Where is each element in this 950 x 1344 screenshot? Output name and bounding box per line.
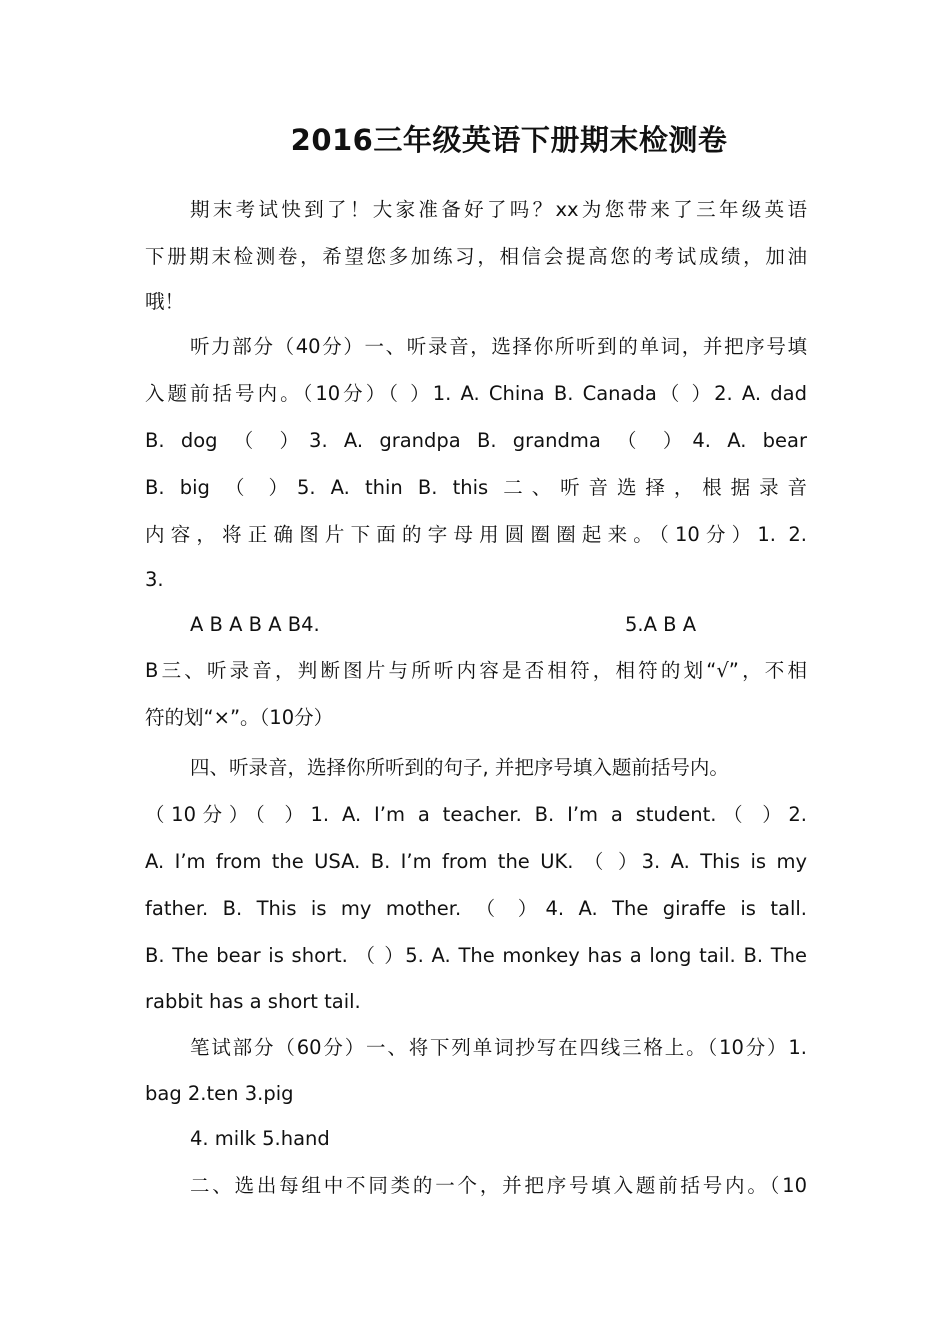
- option-letters: 5.A B A: [625, 613, 697, 636]
- text-line: A. I’m from the USA. B. I’m from the UK. （ ）3. A. This is my: [145, 850, 807, 873]
- text-line: 笔试部分（60分）一、将下列单词抄写在四线三格上。（10分）1.: [190, 1036, 807, 1059]
- text-line: B三、听录音，判断图片与所听内容是否相符，相符的划“√”，不相: [145, 659, 807, 682]
- text-line: （10分）（ ）1. A. I’m a teacher. B. I’m a student.（ ）2.: [145, 803, 807, 826]
- text-line: B. big （ ）5. A. thin B. this 二、听音选择，根据录音: [145, 476, 807, 499]
- text-line: 哦！: [145, 290, 185, 313]
- text-line: 3.: [145, 568, 164, 591]
- text-line: rabbit has a short tail.: [145, 990, 361, 1013]
- text-line: bag 2.ten 3.pig: [145, 1082, 294, 1105]
- text-line: 期末考试快到了！大家准备好了吗？xx为您带来了三年级英语: [190, 198, 807, 221]
- text-line: B. dog （ ）3. A. grandpa B. grandma （ ）4. A. bear: [145, 429, 807, 452]
- text-line: 内容，将正确图片下面的字母用圆圈圈起来。（10分）1. 2.: [145, 523, 807, 546]
- text-line: 符的划“×”。（10分）: [145, 706, 334, 729]
- text-line: 4. milk 5.hand: [190, 1127, 330, 1150]
- text-line: B. The bear is short. （ ）5. A. The monkey has a long tail. B. The: [145, 944, 807, 967]
- document-title: 2016三年级英语下册期末检测卷: [290, 123, 728, 157]
- text-line: 二、选出每组中不同类的一个，并把序号填入题前括号内。（10: [190, 1174, 807, 1197]
- text-line: 听力部分（40分）一、听录音，选择你所听到的单词，并把序号填: [190, 335, 807, 358]
- option-letters: A B A B A B4.: [190, 613, 320, 636]
- text-line: 入题前括号内。（10分）（ ）1. A. China B. Canada（ ）2. A. dad: [145, 382, 807, 405]
- text-line: 四、听录音，选择你所听到的句子, 并把序号填入题前括号内。: [190, 756, 729, 779]
- text-line: father. B. This is my mother. （ ）4. A. The giraffe is tall.: [145, 897, 807, 920]
- text-line: 下册期末检测卷，希望您多加练习，相信会提高您的考试成绩，加油: [145, 245, 807, 268]
